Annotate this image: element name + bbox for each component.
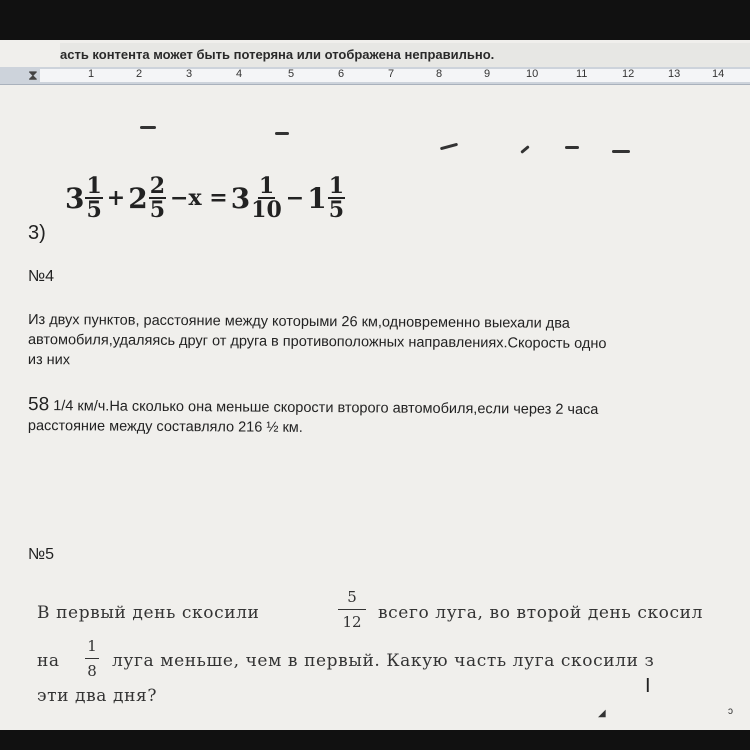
compatibility-banner xyxy=(60,43,750,67)
cropped-artifact: ↄ xyxy=(728,706,733,717)
equation-fraction xyxy=(85,175,102,221)
ruler-tick: 10 xyxy=(526,68,539,80)
task-5-line-3: эти два дня? xyxy=(37,686,158,706)
fraction-denominator: 8 xyxy=(87,662,97,680)
equation-operator: − xyxy=(285,185,305,211)
equation-operator: + xyxy=(106,185,126,211)
equation-whole: 2 xyxy=(128,181,148,215)
task-4-line: Из двух пунктов, расстояние между которыми 26 км,одновременно выехали два xyxy=(28,311,570,332)
cropped-artifact xyxy=(140,126,156,129)
ruler-tick: 3 xyxy=(186,68,193,80)
fraction-bar xyxy=(85,658,99,659)
cropped-artifact xyxy=(612,150,630,153)
fraction-bar xyxy=(338,609,366,610)
fraction-denominator: 5 xyxy=(149,197,166,223)
ruler-tick: 11 xyxy=(576,68,588,80)
fraction-numerator: 5 xyxy=(347,588,357,606)
task-5-line-2b: луга меньше, чем в первый. Какую часть луга скосили з xyxy=(112,651,655,671)
task-5-fraction-2 xyxy=(85,637,99,680)
ruler-tick: 4 xyxy=(236,68,243,80)
equation-whole: 3 xyxy=(65,181,85,215)
equation-whole: 1 xyxy=(307,181,327,215)
document-page xyxy=(0,40,750,730)
cropped-artifact: ◢ xyxy=(598,708,606,719)
fraction-denominator: 12 xyxy=(342,613,362,631)
ruler-tick: 12 xyxy=(622,68,635,80)
task-4-line-rest: 1/4 км/ч.На сколько она меньше скорости второго автомобиля,если через 2 часа xyxy=(53,398,599,418)
ruler-tick: 8 xyxy=(436,68,443,80)
ruler-tick: 7 xyxy=(388,68,395,80)
equation xyxy=(65,175,346,221)
task-4-line: из них xyxy=(27,351,71,369)
equation-fraction xyxy=(328,175,345,221)
fraction-numerator: 2 xyxy=(149,173,166,199)
fraction-numerator: 1 xyxy=(258,173,275,199)
task-5-heading: №5 xyxy=(28,546,55,563)
ruler-tick: 14 xyxy=(712,68,725,80)
equation-fraction xyxy=(251,175,282,221)
indent-marker-icon[interactable]: ⧗ xyxy=(28,67,38,83)
task-4-heading: №4 xyxy=(28,268,55,285)
ruler-tick: 1 xyxy=(88,68,95,80)
task-4-text-continued xyxy=(28,395,599,440)
task-4-line: расстояние между составляло 216 ½ км. xyxy=(27,418,303,436)
fraction-numerator: 1 xyxy=(86,173,102,199)
task-5-line-2a: на xyxy=(37,651,60,671)
ruler-tick: 9 xyxy=(484,68,491,80)
equation-fraction xyxy=(149,175,166,221)
horizontal-ruler[interactable] xyxy=(0,67,750,85)
task-5-line-1a: В первый день скосили xyxy=(37,603,260,623)
fraction-denominator: 10 xyxy=(251,197,282,223)
ruler-tick: 6 xyxy=(338,68,345,80)
equation-operator: −x = xyxy=(170,185,228,211)
fraction-denominator: 5 xyxy=(86,197,102,223)
equation-label: 3) xyxy=(28,222,46,244)
ruler-tick: 2 xyxy=(136,68,143,80)
ruler-tick: 5 xyxy=(288,68,295,80)
fraction-numerator: 1 xyxy=(328,173,345,199)
speed-value: 58 xyxy=(28,394,50,416)
ruler-tick: 13 xyxy=(668,68,681,80)
ruler-track xyxy=(40,69,750,82)
cropped-artifact xyxy=(275,132,289,135)
cropped-artifact xyxy=(565,146,579,149)
equation-whole: 3 xyxy=(230,181,251,215)
text-cursor-icon: I xyxy=(645,675,651,697)
task-5-fraction-1 xyxy=(338,588,366,631)
task-4-line: автомобиля,удаляясь друг от друга в противоположных направлениях.Скорость одно xyxy=(27,331,607,353)
banner-text: асть контента может быть потеряна или отображена неправильно. xyxy=(60,47,495,62)
fraction-denominator: 5 xyxy=(328,197,345,223)
fraction-numerator: 1 xyxy=(87,637,97,655)
task-4-text xyxy=(28,310,607,374)
task-5-line-1b: всего луга, во второй день скосил xyxy=(378,603,703,623)
